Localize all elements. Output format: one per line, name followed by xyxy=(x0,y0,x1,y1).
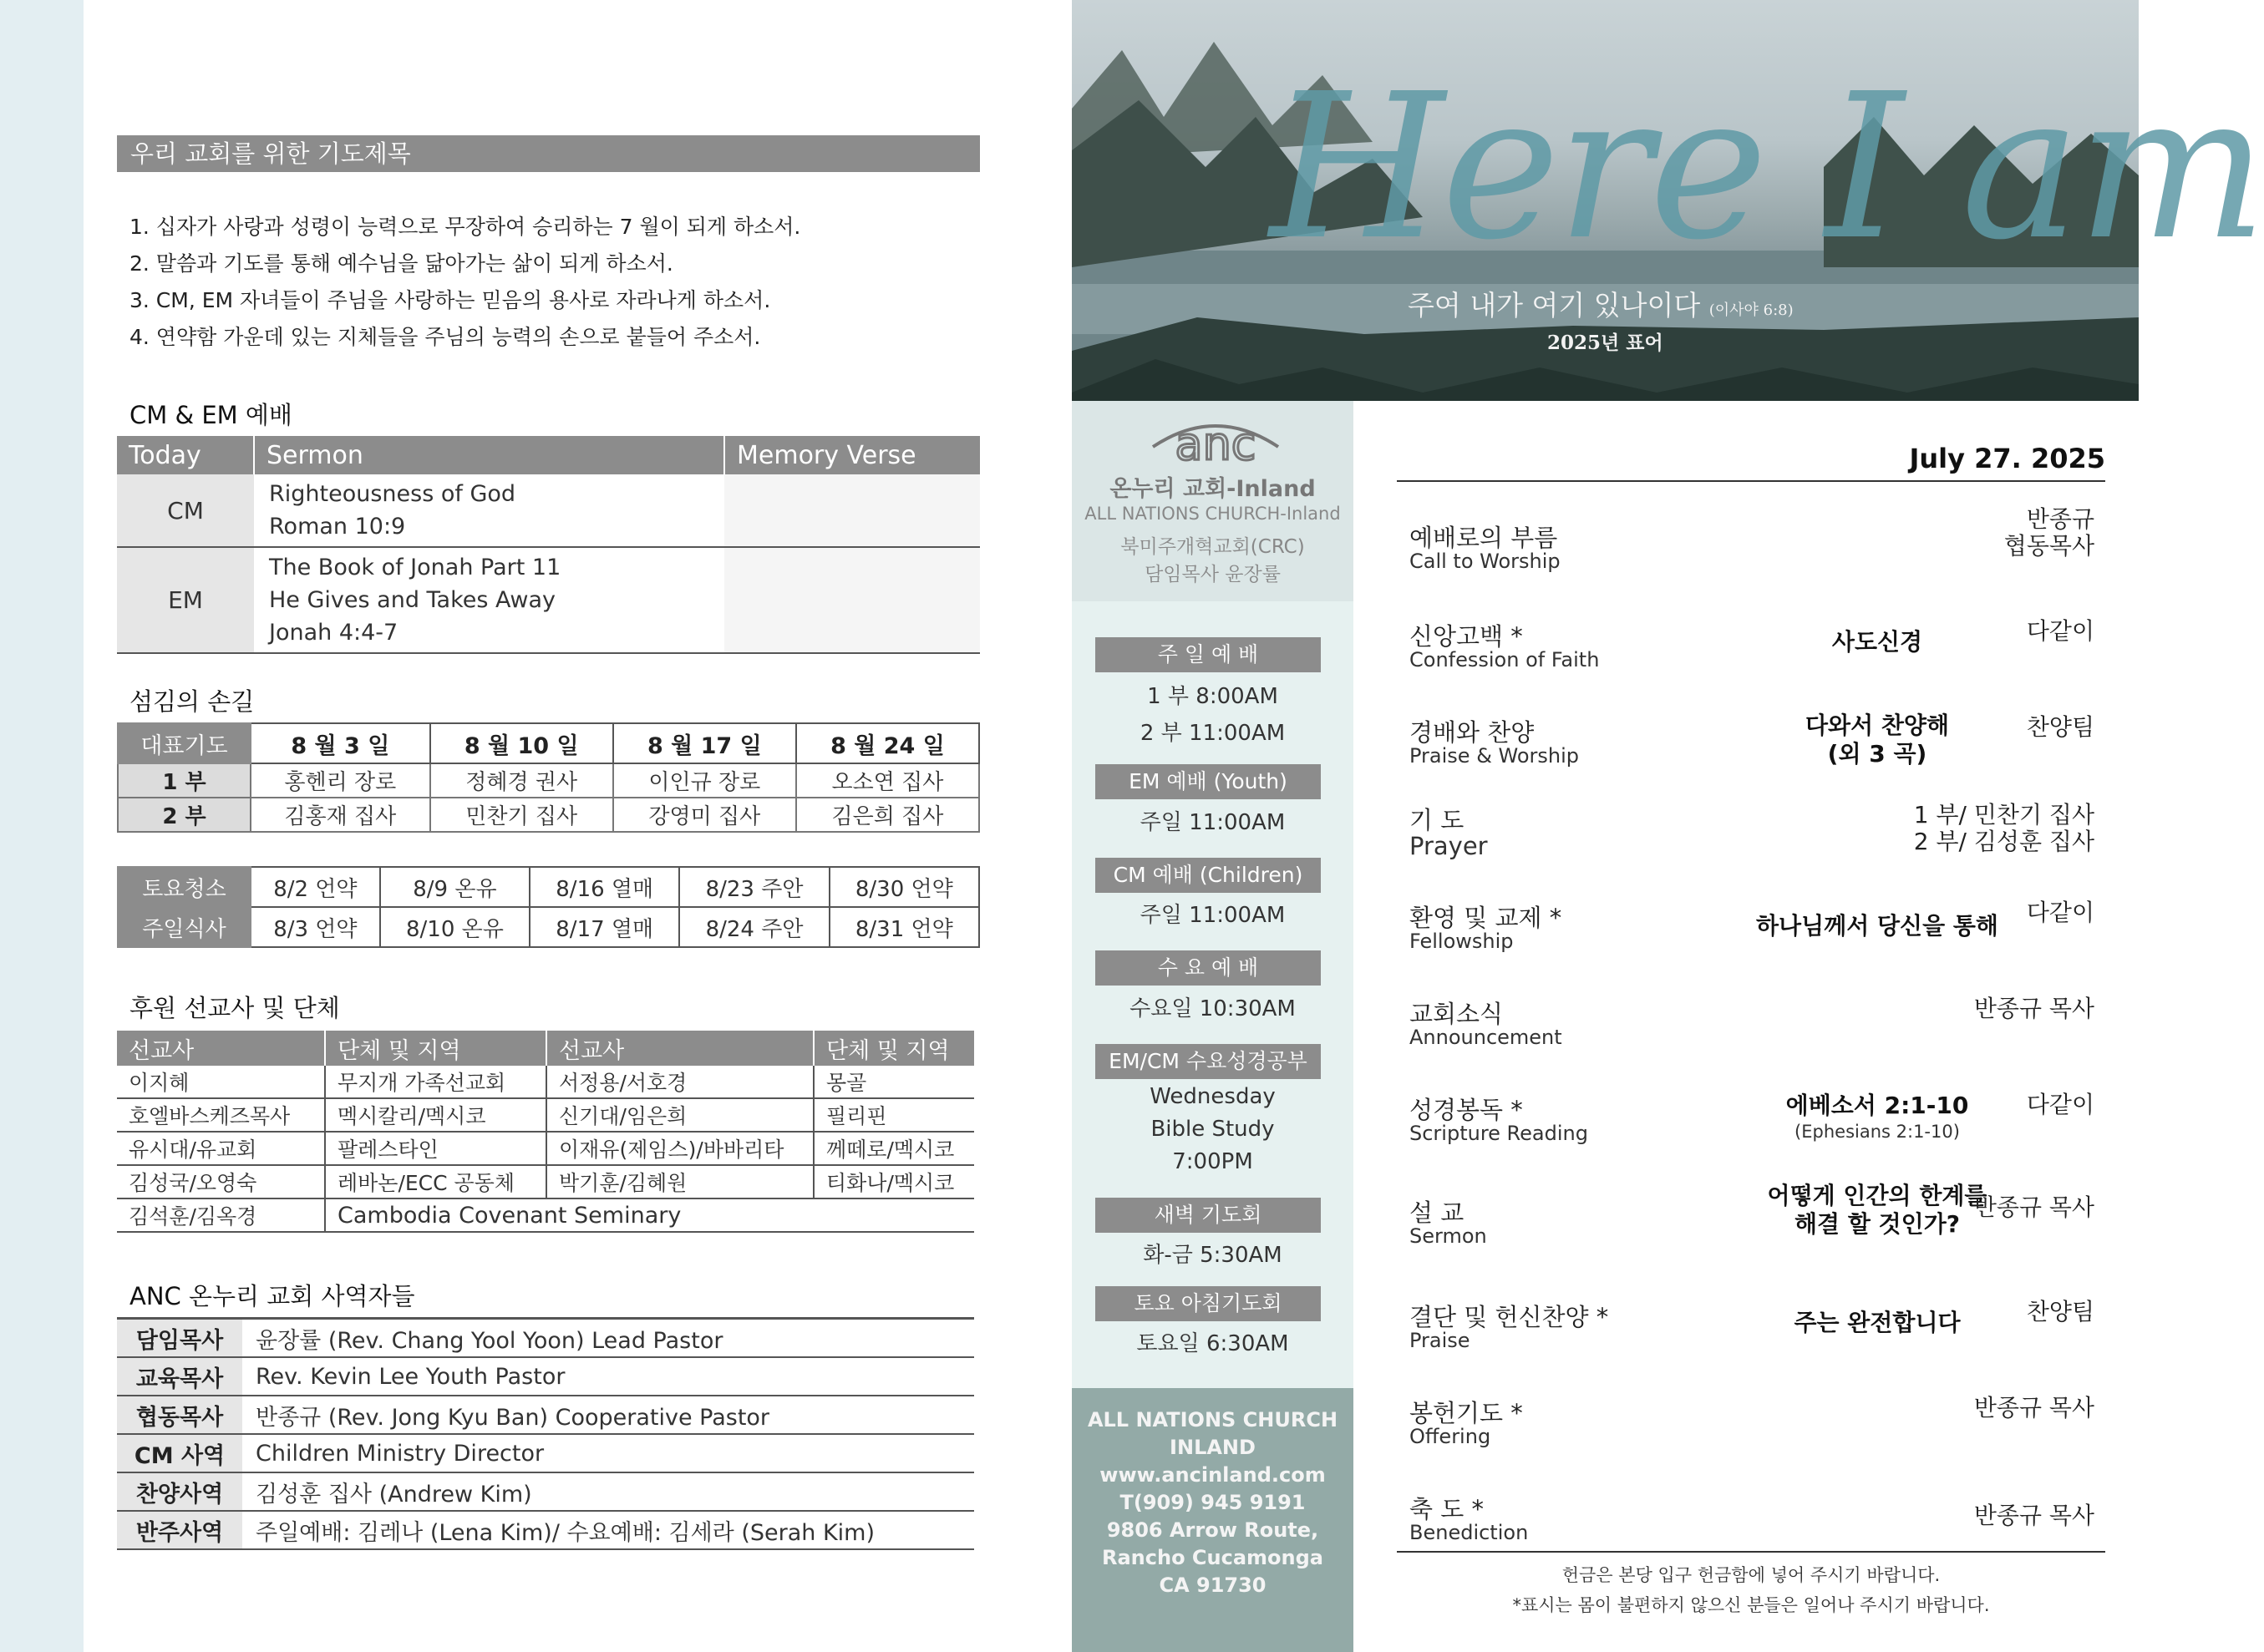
church-denomination: 북미주개혁교회(CRC) xyxy=(1120,536,1305,558)
cm-sermon xyxy=(254,474,724,547)
order-leader: 반종규 협동목사 xyxy=(2003,505,2094,560)
service-time: Wednesday xyxy=(1150,1084,1276,1109)
duty-header: 8 월 10 일 xyxy=(430,723,613,763)
cleaning-cell: 8/2 언약 xyxy=(251,867,380,907)
table-row xyxy=(117,1066,974,1098)
staff-role: 협동목사 xyxy=(117,1396,242,1434)
service-title: 토요 아침기도회 xyxy=(1095,1286,1321,1321)
address-line: CA 91730 xyxy=(1159,1573,1267,1597)
duty-cell: 김홍재 집사 xyxy=(251,798,430,832)
cleaning-cell: 8/9 온유 xyxy=(380,867,530,907)
em-sermon-subtitle: He Gives and Takes Away xyxy=(269,587,556,613)
service-time: 7:00PM xyxy=(1172,1149,1253,1174)
duty-row-label: 1 부 xyxy=(118,763,251,798)
duty-cell: 민찬기 집사 xyxy=(430,798,613,832)
website-link[interactable]: www.ancinland.com xyxy=(1099,1463,1326,1487)
header-sermon: Sermon xyxy=(254,436,724,474)
order-ko: 봉헌기도 * xyxy=(1409,1399,1523,1427)
left-margin-strip xyxy=(0,0,84,1652)
service-time: 주일 11:00AM xyxy=(1140,810,1286,835)
order-leader: 반종규 목사 xyxy=(1973,1193,2094,1221)
em-sermon-title: The Book of Jonah Part 11 xyxy=(269,555,561,580)
cm-sermon-ref: Roman 10:9 xyxy=(269,514,406,540)
order-en: Call to Worship xyxy=(1409,550,1561,573)
duty-header: 8 월 24 일 xyxy=(796,723,979,763)
lead-pastor: 담임목사 윤장률 xyxy=(1145,564,1281,585)
duty-cell: 오소연 집사 xyxy=(796,763,979,798)
cleaning-cell: 8/30 언약 xyxy=(830,867,979,907)
standing-note: *표시는 몸이 불편하지 않으신 분들은 일어나 주시기 바랍니다. xyxy=(1512,1595,1990,1615)
organization: 팔레스타인 xyxy=(325,1132,546,1165)
staff-name: 반종규 (Rev. Jong Kyu Ban) Cooperative Pastor xyxy=(242,1396,974,1434)
order-en: Fellowship xyxy=(1409,930,1514,953)
service-title: 수 요 예 배 xyxy=(1095,950,1321,986)
missionary: 서정용/서호경 xyxy=(546,1066,814,1098)
order-ko: 결단 및 헌신찬양 * xyxy=(1409,1303,1609,1331)
organization: 무지개 가족선교회 xyxy=(325,1066,546,1098)
duty-cell: 강영미 집사 xyxy=(613,798,796,832)
order-content: 다와서 찬양해 xyxy=(1805,712,1950,739)
em-sermon xyxy=(254,547,724,653)
order-en: Prayer xyxy=(1409,832,1488,860)
meal-cell: 8/3 언약 xyxy=(251,907,380,947)
em-sermon-ref: Jonah 4:4-7 xyxy=(269,620,398,646)
missionary: 호엘바스케즈목사 xyxy=(117,1098,325,1132)
order-leader: 찬양팀 xyxy=(2026,713,2094,741)
order-content: 어떻게 인간의 한계를 xyxy=(1767,1182,1987,1209)
order-leader: 반종규 목사 xyxy=(1973,995,2094,1022)
order-content: 사도신경 xyxy=(1831,628,1923,656)
meal-cell: 8/10 온유 xyxy=(380,907,530,947)
worship-title: CM & EM 예배 xyxy=(129,401,292,429)
cleaning-label: 토요청소 xyxy=(118,867,251,907)
staff-role: 찬양사역 xyxy=(117,1472,242,1511)
missions-table xyxy=(117,1031,974,1233)
order-leader: 반종규 목사 xyxy=(1973,1502,2094,1529)
order-en: Sermon xyxy=(1409,1224,1487,1248)
table-row xyxy=(117,1165,974,1198)
service-title: 주 일 예 배 xyxy=(1095,637,1321,672)
duty-header: 대표기도 xyxy=(118,723,251,763)
staff-name: 윤장률 (Rev. Chang Yool Yoon) Lead Pastor xyxy=(242,1319,974,1358)
table-row xyxy=(117,1198,974,1232)
missionary: 김석훈/김옥경 xyxy=(117,1198,325,1232)
organization: 레바논/ECC 공동체 xyxy=(325,1165,546,1198)
organization: 필리핀 xyxy=(814,1098,974,1132)
organization: 몽골 xyxy=(814,1066,974,1098)
duty-title: 섬김의 손길 xyxy=(129,687,255,716)
missionary: 김성국/오영숙 xyxy=(117,1165,325,1198)
missions-header: 선교사 xyxy=(117,1031,325,1066)
church-name: 온누리 교회-Inland xyxy=(1109,476,1316,502)
staff-role: CM 사역 xyxy=(117,1434,242,1472)
staff-role: 담임목사 xyxy=(117,1319,242,1358)
missions-title: 후원 선교사 및 단체 xyxy=(129,994,340,1022)
order-ko: 예배로의 부름 xyxy=(1409,524,1558,552)
order-content-sub: (외 3 곡) xyxy=(1827,740,1927,768)
order-ko: 축 도 * xyxy=(1409,1495,1484,1523)
meal-cell: 8/31 언약 xyxy=(830,907,979,947)
duty-row-label: 2 부 xyxy=(118,798,251,832)
missionary: 이재유(제임스)/바바리타 xyxy=(546,1132,814,1165)
organization: 께떼로/멕시코 xyxy=(814,1132,974,1165)
service-time: Bible Study xyxy=(1150,1117,1275,1142)
header-today: Today xyxy=(117,436,254,474)
duty-cell: 이인규 장로 xyxy=(613,763,796,798)
cleaning-table xyxy=(117,866,980,948)
order-ko: 신앙고백 * xyxy=(1409,622,1523,651)
organization: 티화나/멕시코 xyxy=(814,1165,974,1198)
prayer-item: 2. 말씀과 기도를 통해 예수님을 닮아가는 삶이 되게 하소서. xyxy=(129,251,673,276)
em-memory-verse xyxy=(724,547,980,653)
order-content: 에베소서 2:1-10 xyxy=(1785,1092,1969,1119)
order-en: Benediction xyxy=(1409,1521,1529,1544)
em-label: EM xyxy=(117,547,254,653)
staff-title: ANC 온누리 교회 사역자들 xyxy=(129,1282,415,1310)
hero-title: Here I am xyxy=(1270,50,2264,284)
table-row xyxy=(117,1098,974,1132)
order-ko: 교회소식 xyxy=(1409,1000,1504,1028)
church-name-en: ALL NATIONS CHURCH-Inland xyxy=(1084,504,1341,524)
order-en: Announcement xyxy=(1409,1026,1562,1049)
service-title: 새벽 기도회 xyxy=(1095,1198,1321,1233)
address-line: Rancho Cucamonga xyxy=(1102,1546,1323,1569)
order-content-sub: 해결 할 것인가? xyxy=(1794,1210,1961,1238)
divider xyxy=(1397,480,2105,482)
service-time: 주일 11:00AM xyxy=(1140,903,1286,928)
order-ko: 기 도 xyxy=(1409,806,1464,834)
meal-label: 주일식사 xyxy=(118,907,251,947)
order-ko: 경배와 찬양 xyxy=(1409,718,1535,747)
prayer-list xyxy=(129,209,982,356)
service-time: 화-금 5:30AM xyxy=(1143,1243,1282,1268)
table-row xyxy=(117,1132,974,1165)
cm-label: CM xyxy=(117,474,254,547)
order-leader: 1 부/ 민찬기 집사 2 부/ 김성훈 집사 xyxy=(1913,801,2094,855)
order-en: Praise xyxy=(1409,1329,1470,1352)
cleaning-cell: 8/16 열매 xyxy=(530,867,679,907)
order-leader: 다같이 xyxy=(2026,1091,2094,1118)
order-leader: 찬양팀 xyxy=(2026,1298,2094,1325)
hero-verse: 주여 내가 여기 있나이다 xyxy=(1408,289,1701,322)
order-en: Confession of Faith xyxy=(1409,648,1600,671)
missions-header: 선교사 xyxy=(546,1031,814,1066)
sermon-table xyxy=(117,436,980,654)
service-time: 수요일 10:30AM xyxy=(1129,996,1296,1021)
order-content: 하나님께서 당신을 통해 xyxy=(1756,912,1998,940)
missionary: 유시대/유교회 xyxy=(117,1132,325,1165)
duty-header: 8 월 3 일 xyxy=(251,723,430,763)
organization: 멕시칼리/멕시코 xyxy=(325,1098,546,1132)
service-title: CM 예배 (Children) xyxy=(1095,858,1321,893)
logo-text: anc xyxy=(1175,418,1256,470)
order-en: Offering xyxy=(1409,1425,1491,1448)
hero-verse-ref: (이사야 6:8) xyxy=(1708,302,1794,319)
duty-cell: 홍헨리 장로 xyxy=(251,763,430,798)
missionary: 이지혜 xyxy=(117,1066,325,1098)
order-content-sub: (Ephesians 2:1-10) xyxy=(1794,1122,1960,1142)
order-ko: 환영 및 교제 * xyxy=(1409,904,1562,932)
order-content: 주는 완전합니다 xyxy=(1794,1309,1961,1336)
duty-cell: 김은희 집사 xyxy=(796,798,979,832)
missionary: 박기훈/김혜원 xyxy=(546,1165,814,1198)
staff-name: 주일예배: 김레나 (Lena Kim)/ 수요예배: 김세라 (Serah Kim) xyxy=(242,1511,974,1549)
duty-cell: 정혜경 권사 xyxy=(430,763,613,798)
header-memory-verse: Memory Verse xyxy=(724,436,980,474)
hero-year: 2025년 표어 xyxy=(1547,332,1663,354)
service-time: 2 부 11:00AM xyxy=(1140,721,1286,746)
divider xyxy=(1397,1551,2105,1553)
staff-role: 교육목사 xyxy=(117,1357,242,1396)
staff-table xyxy=(117,1317,974,1550)
address-line: 9806 Arrow Route, xyxy=(1106,1518,1319,1542)
contact-line: ALL NATIONS CHURCH xyxy=(1087,1408,1338,1432)
order-en: Praise & Worship xyxy=(1409,744,1580,768)
staff-name: Children Ministry Director xyxy=(242,1434,974,1472)
prayer-item: 1. 십자가 사랑과 성령이 능력으로 무장하여 승리하는 7 월이 되게 하소서. xyxy=(129,215,801,239)
missionary: 신기대/임은희 xyxy=(546,1098,814,1132)
prayer-title: 우리 교회를 위한 기도제목 xyxy=(117,135,980,172)
service-title: EM/CM 수요성경공부 xyxy=(1095,1044,1321,1079)
duty-table xyxy=(117,722,980,833)
bulletin-date: July 27. 2025 xyxy=(1909,443,2105,474)
cm-sermon-title: Righteousness of God xyxy=(269,481,516,507)
duty-header: 8 월 17 일 xyxy=(613,723,796,763)
order-leader: 다같이 xyxy=(2026,617,2094,645)
service-title: EM 예배 (Youth) xyxy=(1095,764,1321,799)
hero-subtitle xyxy=(1408,284,1794,323)
missions-header: 단체 및 지역 xyxy=(814,1031,974,1066)
service-time: 1 부 8:00AM xyxy=(1147,684,1278,709)
missions-header: 단체 및 지역 xyxy=(325,1031,546,1066)
order-leader: 다같이 xyxy=(2026,899,2094,926)
order-leader: 반종규 목사 xyxy=(1973,1394,2094,1421)
prayer-item: 4. 연약함 가운데 있는 지체들을 주님의 능력의 손으로 붙들어 주소서. xyxy=(129,325,761,349)
order-en: Scripture Reading xyxy=(1409,1122,1588,1145)
cm-memory-verse xyxy=(724,474,980,547)
service-time: 토요일 6:30AM xyxy=(1136,1331,1289,1356)
organization: Cambodia Covenant Seminary xyxy=(325,1198,974,1232)
order-ko: 성경봉독 * xyxy=(1409,1096,1523,1124)
phone-number: T(909) 945 9191 xyxy=(1119,1491,1306,1514)
order-ko: 설 교 xyxy=(1409,1198,1464,1227)
meal-cell: 8/17 열매 xyxy=(530,907,679,947)
staff-name: 김성훈 집사 (Andrew Kim) xyxy=(242,1472,974,1511)
staff-role: 반주사역 xyxy=(117,1511,242,1549)
anc-logo-icon xyxy=(1145,409,1287,468)
meal-cell: 8/24 주안 xyxy=(679,907,829,947)
offering-note: 헌금은 본당 입구 헌금함에 넣어 주시기 바랍니다. xyxy=(1561,1565,1941,1585)
staff-name: Rev. Kevin Lee Youth Pastor xyxy=(242,1357,974,1396)
cleaning-cell: 8/23 주안 xyxy=(679,867,829,907)
prayer-item: 3. CM, EM 자녀들이 주님을 사랑하는 믿음의 용사로 자라나게 하소서. xyxy=(129,288,771,312)
contact-line: INLAND xyxy=(1170,1436,1256,1459)
